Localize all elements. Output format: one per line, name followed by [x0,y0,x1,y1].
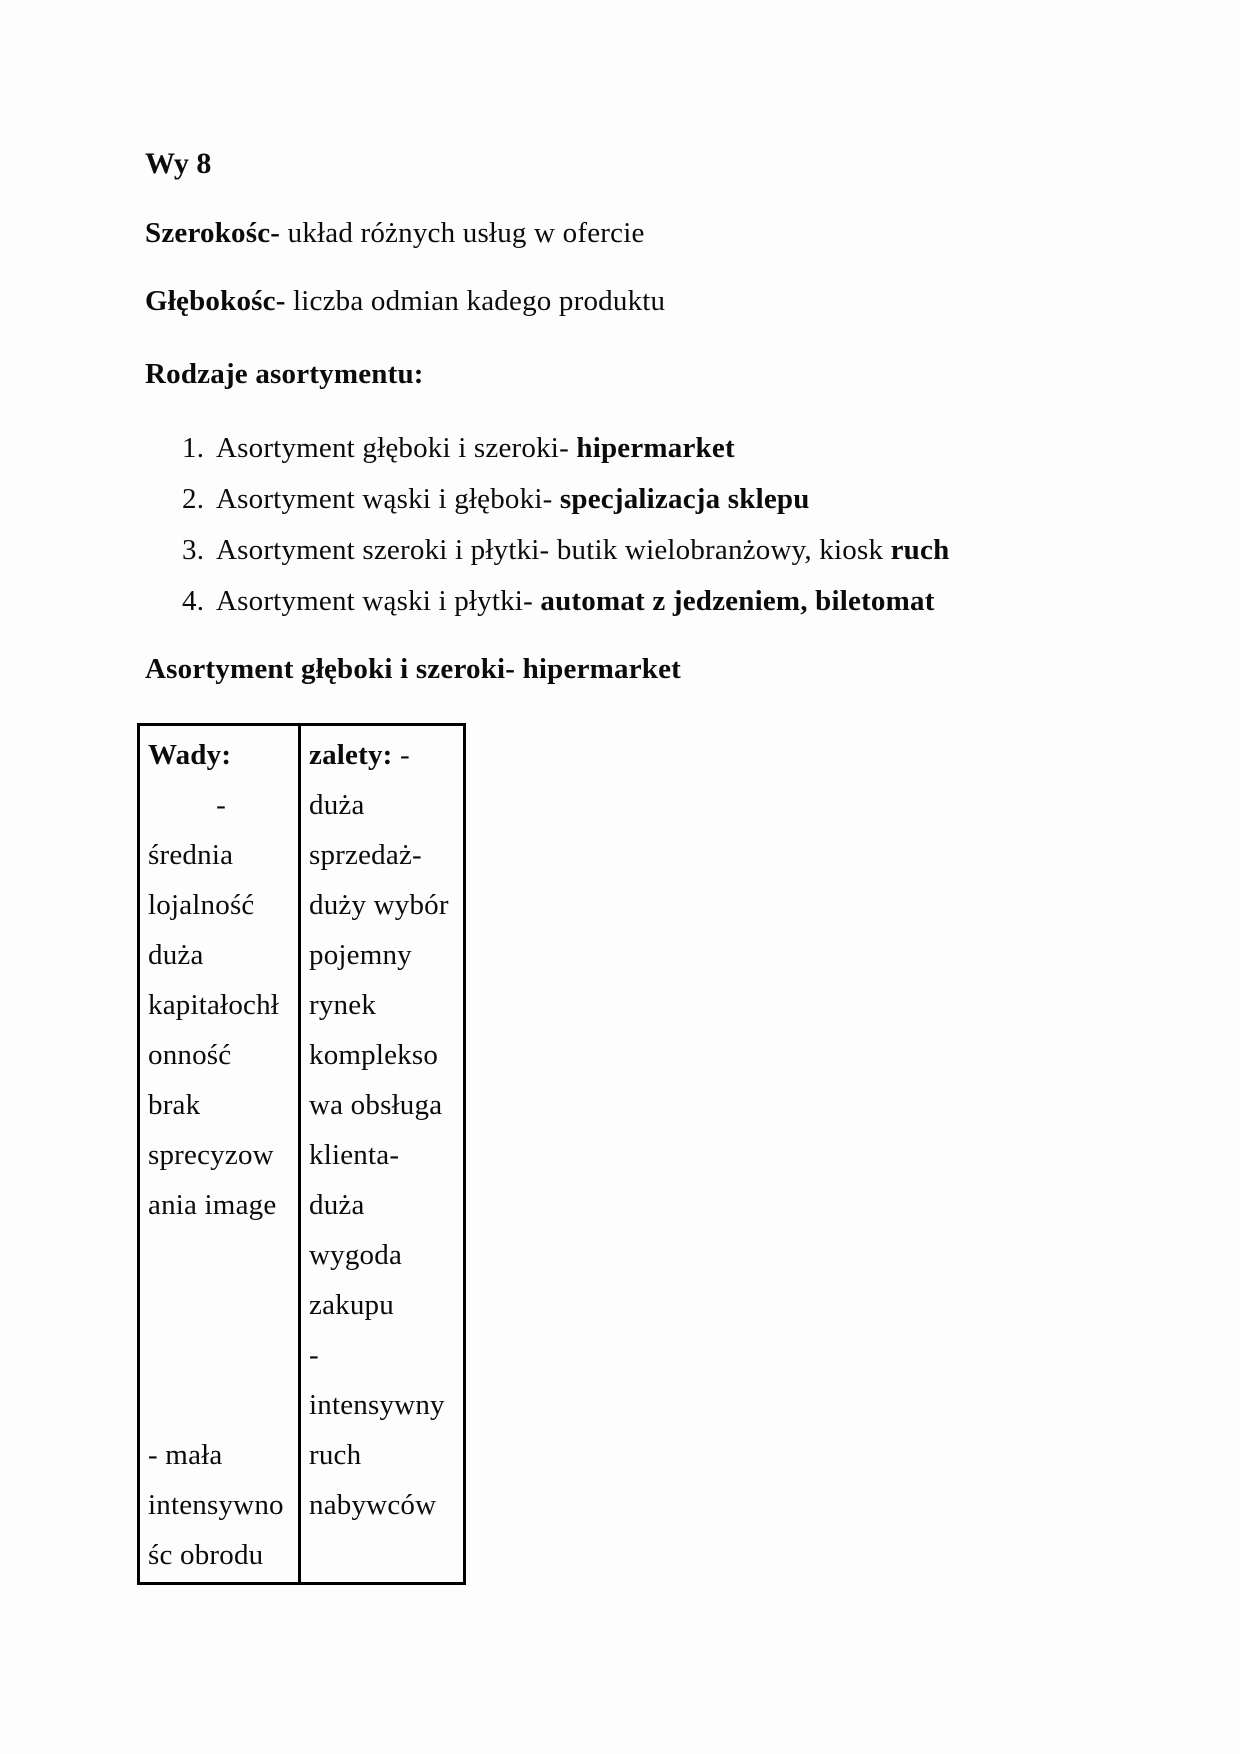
zalety-line: duża [309,789,365,821]
zalety-line: sprzedaż- [309,839,422,871]
wady-line [148,1230,294,1280]
zalety-line [309,1530,459,1580]
wady-line: sprecyzow [148,1139,274,1171]
zalety-line: - [309,1339,319,1371]
zalety-line: wa obsługa [309,1089,443,1121]
wady-line: - mała [148,1439,223,1471]
zalety-column [300,725,465,1584]
list-heading: Rodzaje asortymentu: [145,358,424,390]
wady-line [148,730,294,780]
definition-text: liczba odmian kadego produktu [285,285,666,317]
wady-line: kapitałochł [148,989,280,1021]
wady-line: duża [148,939,204,971]
table-row [139,725,465,1584]
zalety-line: duży wybór [309,889,449,921]
zalety-line: wygoda [309,1239,403,1271]
list-item-text: Asortyment głęboki i szeroki- [216,432,577,464]
list-number: 3. [182,534,205,566]
list-item-2 [182,481,810,517]
wady-line: intensywno [148,1489,284,1521]
wady-line: brak [148,1089,201,1121]
wady-line: ania image [148,1189,277,1221]
wady-zalety-table [137,723,466,1585]
list-item-text: Asortyment wąski i głęboki- [216,483,560,515]
wady-line: średnia [148,839,234,871]
zalety-line: intensywny [309,1389,445,1421]
list-number: 4. [182,585,205,617]
wady-line [148,1330,294,1380]
section-heading: Asortyment głęboki i szeroki- hipermarket [145,653,682,685]
list-item-3 [182,532,949,568]
wady-column [139,725,300,1584]
wady-line [148,1280,294,1330]
list-item-bold-text: specjalizacja sklepu [559,483,810,515]
definition-glebokosc [145,283,665,319]
list-item-text: Asortyment wąski i płytki- [216,585,541,617]
zalety-line: komplekso [309,1039,439,1071]
zalety-line: rynek [309,989,377,1021]
definition-text: układ różnych usług w ofercie [280,217,645,249]
zalety-header-label: zalety: [309,739,393,771]
definition-term: Szerokośc- [145,217,281,249]
zalety-line: ruch [309,1439,362,1471]
zalety-line: pojemny [309,939,412,971]
wady-line: - [216,789,226,821]
list-number: 1. [182,432,205,464]
definition-szerokosc [145,215,645,251]
definition-term: Głębokośc- [145,285,286,317]
list-item-4 [182,583,935,619]
page-title: Wy 8 [145,147,212,180]
zalety-line: klienta- [309,1139,400,1171]
list-number: 2. [182,483,205,515]
list-item-1 [182,430,735,466]
wady-line: lojalność [148,889,255,921]
list-item-bold-text: hipermarket [576,432,735,464]
wady-line: onność [148,1039,232,1071]
list-item-bold-text: ruch [890,534,950,566]
wady-line: śc obrodu [148,1539,264,1571]
wady-line [148,1380,294,1430]
zalety-line: zakupu [309,1289,394,1321]
zalety-line: nabywców [309,1489,437,1521]
list-item-text: Asortyment szeroki i płytki- butik wielobranżowy, kiosk [216,534,891,566]
wady-header-label: Wady: [148,739,232,771]
list-item-bold-text: automat z jedzeniem, biletomat [540,585,935,617]
zalety-line: duża [309,1189,365,1221]
zalety-line: zalety: - [309,739,410,771]
